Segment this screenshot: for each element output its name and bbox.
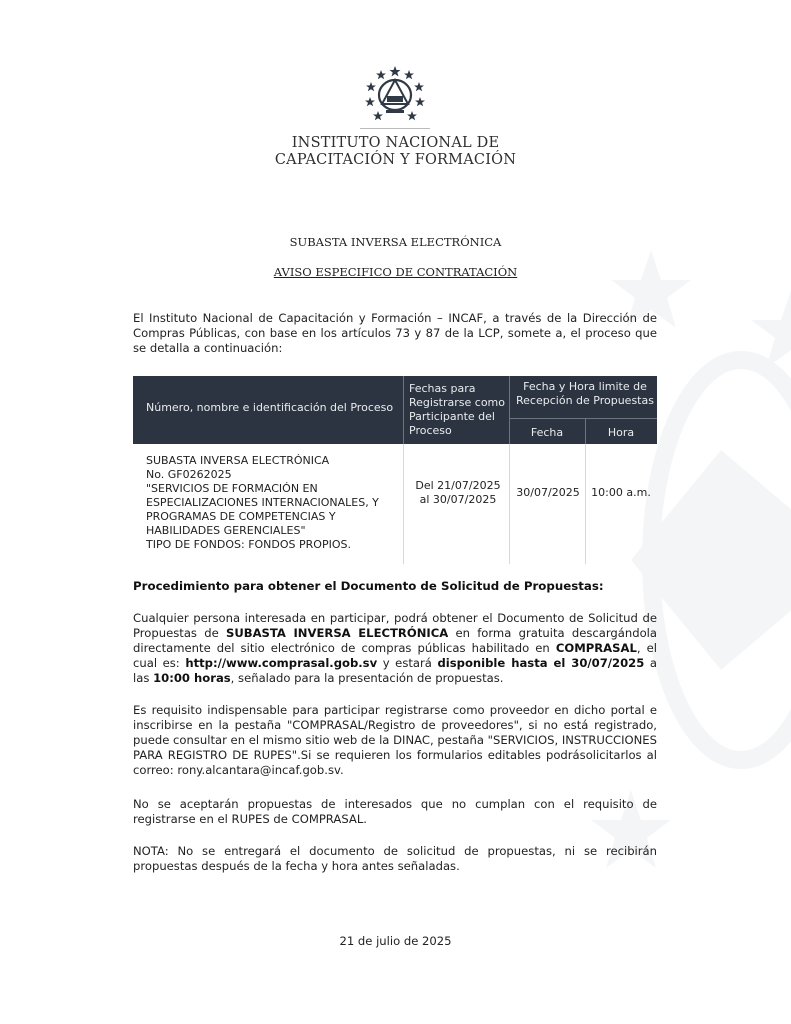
table-row bbox=[133, 444, 657, 564]
cell-proceso-line: "SERVICIOS DE FORMACIÓN EN bbox=[146, 482, 318, 495]
cell-fechas-registro bbox=[403, 479, 513, 507]
comprasal-link[interactable]: http://www.comprasal.gob.sv bbox=[185, 656, 378, 670]
cell-proceso-line: ESPECIALIZACIONES INTERNACIONALES, Y bbox=[146, 496, 379, 509]
procedure-paragraph-4: NOTA: No se entregará el documento de solicitud de propuestas, ni se recibirán propuestas después de la fecha y hora antes señaladas. bbox=[133, 844, 657, 873]
header-subdivider bbox=[509, 418, 657, 419]
header-proceso: Número, nombre e identificación del Proceso bbox=[146, 401, 394, 414]
document-subtitle bbox=[0, 265, 791, 279]
bold-run: COMPRASAL bbox=[555, 641, 637, 655]
header-fecha: Fecha bbox=[530, 426, 564, 439]
cell-fechas-line: al 30/07/2025 bbox=[419, 493, 497, 506]
process-table bbox=[133, 376, 657, 564]
header-limite: Fecha y Hora limite de Recepción de Propuestas bbox=[516, 380, 654, 407]
text-run: , el cual es: bbox=[133, 641, 657, 670]
header-divider bbox=[360, 128, 430, 129]
cell-proceso-line: PROGRAMAS DE COMPETENCIAS Y bbox=[146, 510, 336, 523]
cell-proceso-line: No. GF0262025 bbox=[146, 468, 232, 481]
bold-run: SUBASTA INVERSA ELECTRÓNICA bbox=[225, 626, 449, 640]
procedure-paragraph-1 bbox=[133, 611, 657, 686]
procedure-paragraph-3: No se aceptarán propuestas de interesados que no cumplan con el requisito de registrarse en el RUPES de COMPRASAL. bbox=[133, 797, 657, 826]
column-divider bbox=[509, 444, 510, 564]
bold-run: 10:00 horas bbox=[153, 671, 231, 685]
column-divider bbox=[403, 376, 404, 444]
document-subtitle-text: AVISO ESPECIFICO DE CONTRATACIÓN bbox=[273, 265, 518, 279]
bold-run: disponible hasta el 30/07/2025 bbox=[437, 656, 645, 670]
cell-proceso-line: HABILIDADES GERENCIALES" bbox=[146, 524, 306, 537]
cell-proceso bbox=[146, 454, 396, 552]
header-fechas-registro: Fechas para Registrarse como Participante del Proceso bbox=[409, 382, 506, 437]
intro-paragraph: El Instituto Nacional de Capacitación y Formación – INCAF, a través de la Dirección de Compras Públicas, con base en los artículos 73 y 87 de la LCP, somete a, el proceso que se detalla a continuación: bbox=[133, 311, 657, 355]
cell-fechas-line: Del 21/07/2025 bbox=[415, 479, 501, 492]
text-run: Cualquier persona interesada en participar, podrá obtener el Documento de Solicitud de Propuestas de bbox=[133, 611, 657, 640]
text-run: , señalado para la presentación de propuestas. bbox=[230, 671, 504, 685]
text-run: a las bbox=[133, 656, 657, 685]
procedure-heading: Procedimiento para obtener el Documento de Solicitud de Propuestas: bbox=[133, 579, 604, 593]
procedure-paragraph-2: Es requisito indispensable para participar registrarse como proveedor en dicho portal e inscribirse en la pestaña "COMPRASAL/Registro de proveedores", si no está registrado, puede consultar en el mismo sitio web de la DINAC, pestaña "SERVICIOS, INSTRUCCIONES PARA REGISTRO DE RUPES".Si se requieren los formularios editables podrásolicitarlos al correo: rony.alcantara@incaf.gob.sv. bbox=[133, 703, 657, 777]
table-header bbox=[133, 376, 657, 444]
coat-of-arms-icon bbox=[364, 64, 426, 126]
institution-name-line2: CAPACITACIÓN Y FORMACIÓN bbox=[274, 152, 517, 168]
cell-proceso-line: TIPO DE FONDOS: FONDOS PROPIOS. bbox=[146, 538, 351, 551]
header-hora: Hora bbox=[607, 426, 635, 439]
cell-hora: 10:00 a.m. bbox=[591, 486, 651, 499]
column-divider bbox=[585, 444, 586, 564]
document-title: SUBASTA INVERSA ELECTRÓNICA bbox=[289, 235, 502, 249]
text-run: y estará bbox=[377, 656, 438, 670]
footer-date: 21 de julio de 2025 bbox=[339, 934, 452, 948]
cell-fecha: 30/07/2025 bbox=[516, 486, 580, 499]
institution-name-line1: INSTITUTO NACIONAL DE bbox=[291, 135, 500, 151]
text-run: en forma gratuita descargándola directamente del sitio electrónico de compras públicas habilitado en bbox=[133, 626, 658, 655]
cell-proceso-line: SUBASTA INVERSA ELECTRÓNICA bbox=[146, 454, 330, 467]
